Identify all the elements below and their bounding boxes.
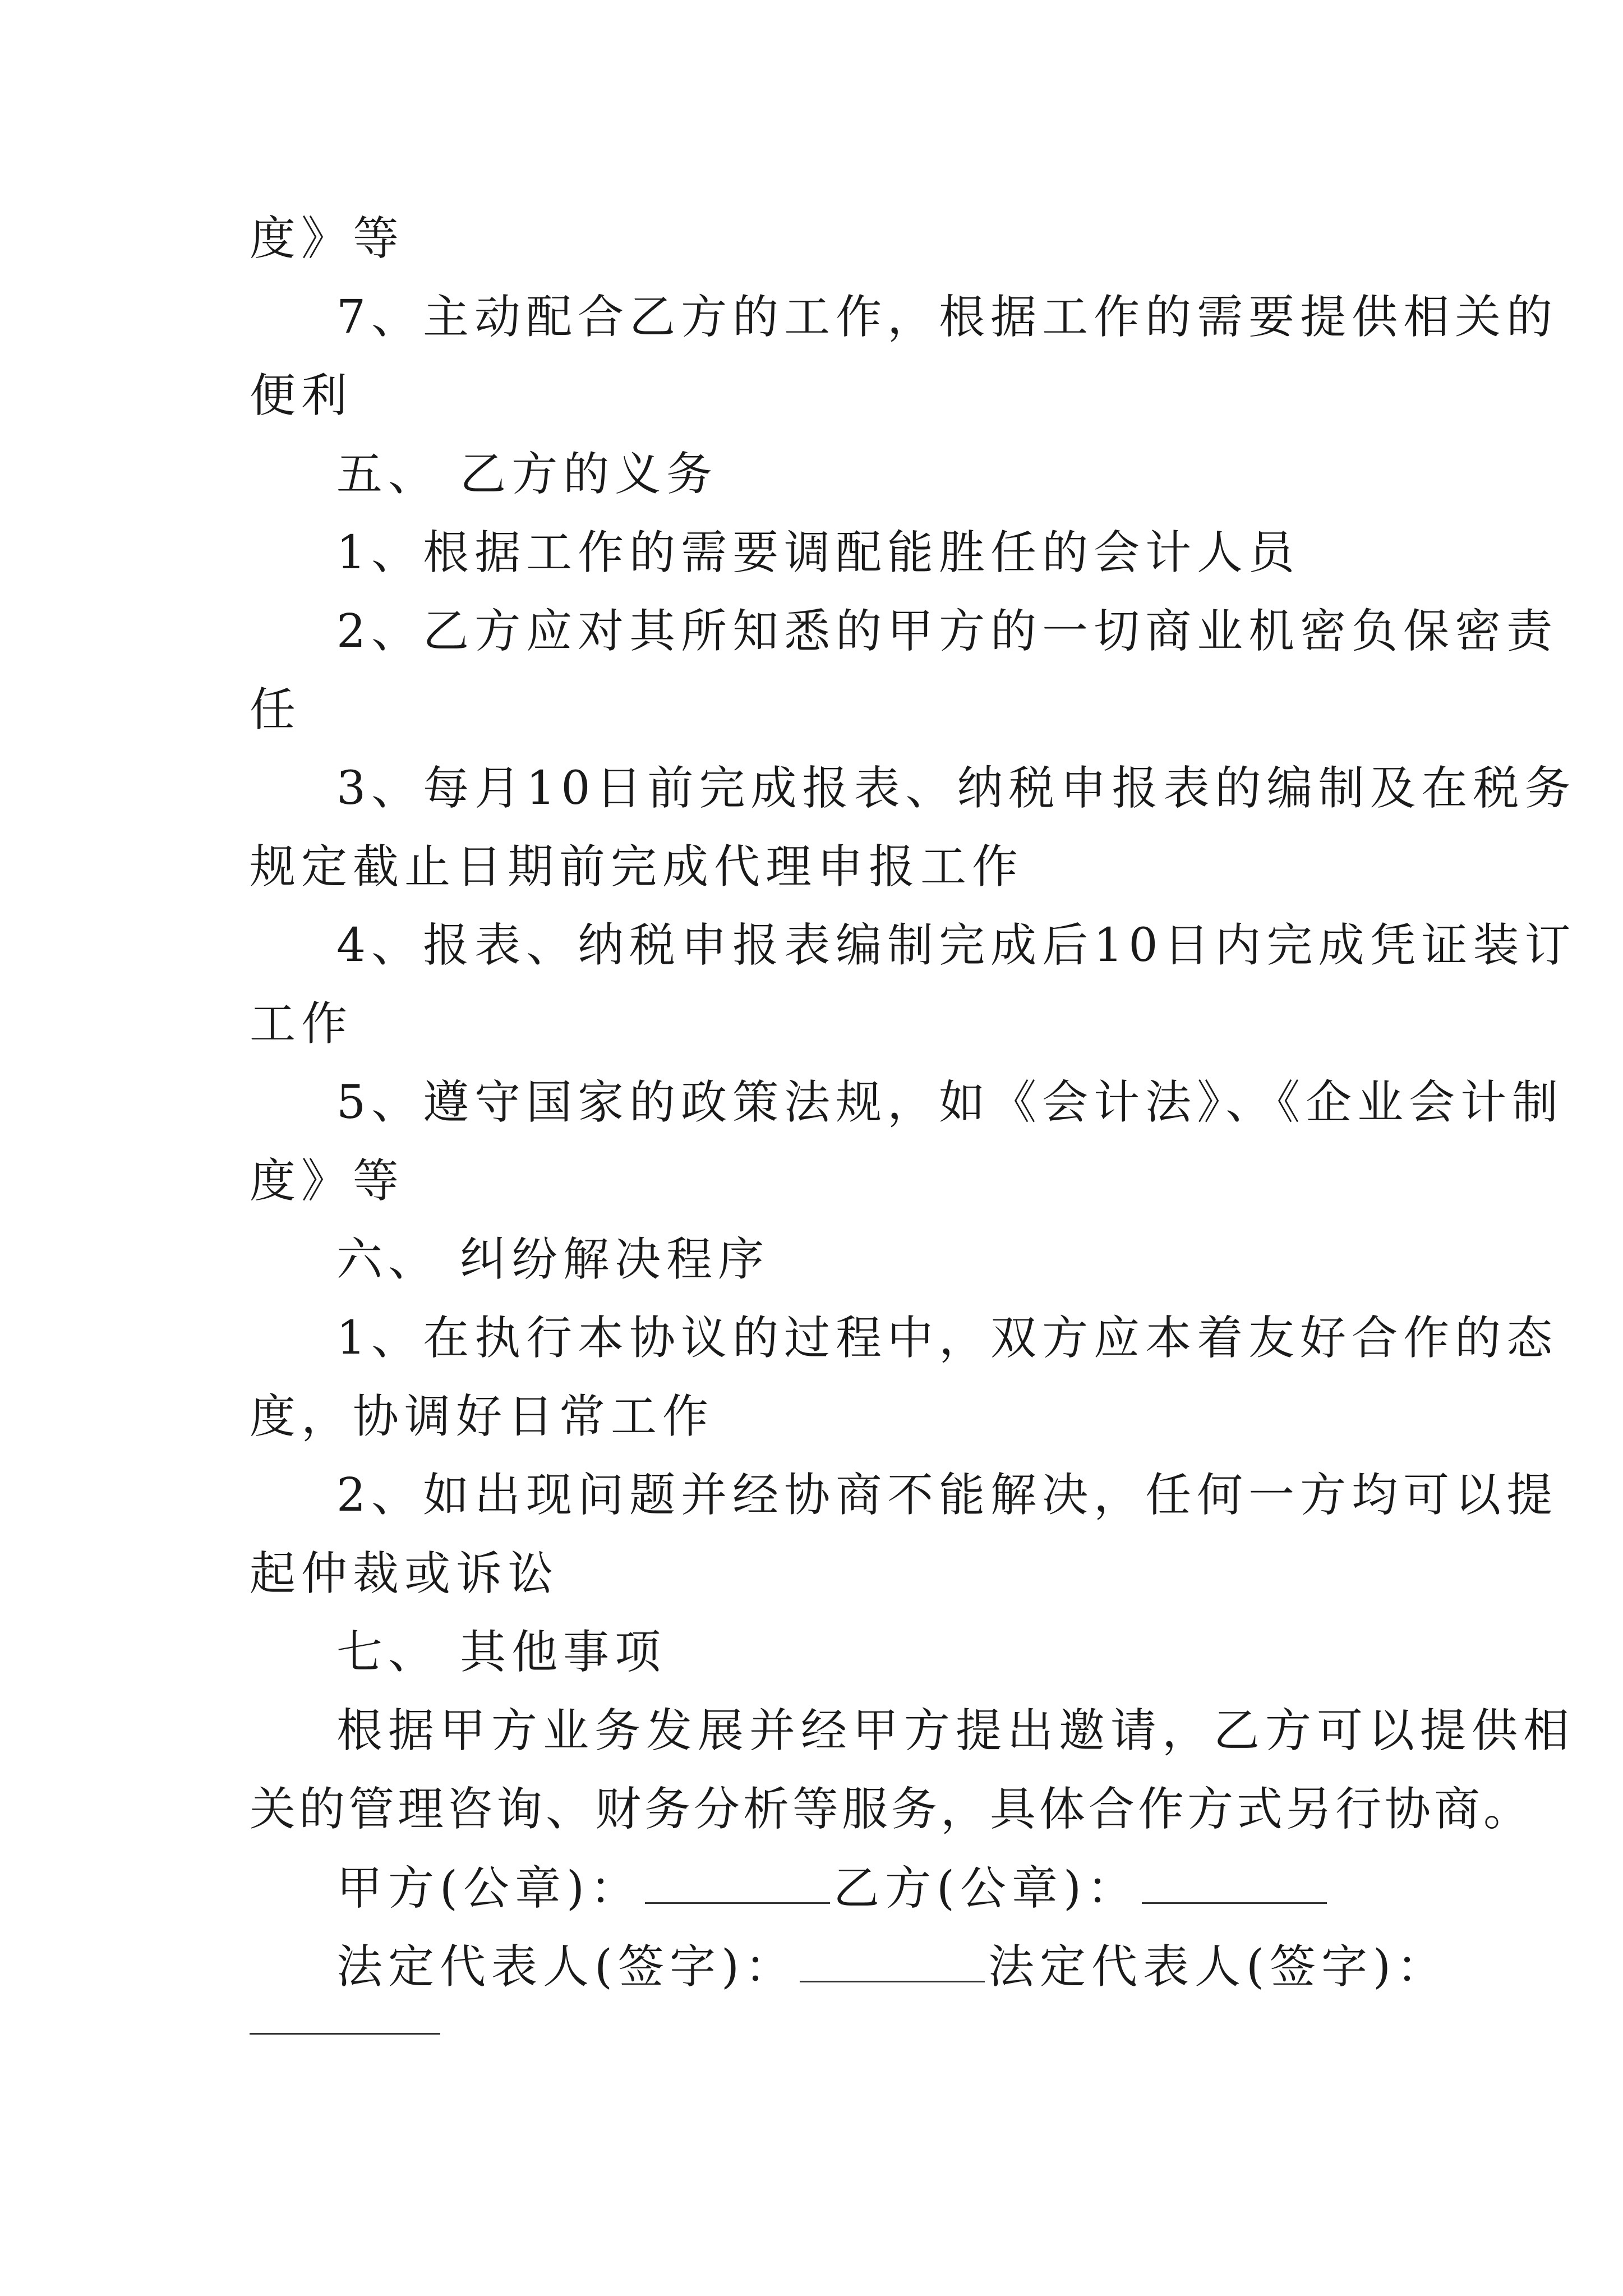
paragraph-line: 关的管理咨询、财务分析等服务，具体合作方式另行协商。 — [250, 1783, 1533, 1836]
section-heading: 六、 纠纷解决程序 — [336, 1233, 770, 1286]
party-b-rep-blank[interactable] — [250, 2033, 440, 2035]
paragraph-line: 度》等 — [250, 212, 405, 265]
section-heading: 七、 其他事项 — [336, 1626, 667, 1679]
representative-line — [336, 1936, 1448, 1998]
paragraph-line: 起仲裁或诉讼 — [250, 1547, 560, 1600]
paragraph-line: 1、根据工作的需要调配能胜任的会计人员 — [336, 526, 1301, 579]
paragraph-line: 工作 — [250, 997, 353, 1051]
paragraph-line: 7、主动配合乙方的工作，根据工作的需要提供相关的 — [336, 291, 1559, 344]
seal-line — [336, 1857, 1330, 1919]
paragraph-line: 度》等 — [250, 1154, 405, 1208]
paragraph-line: 2、乙方应对其所知悉的甲方的一切商业机密负保密责 — [336, 605, 1559, 658]
party-a-rep-blank[interactable] — [800, 1936, 985, 1982]
paragraph-line: 4、报表、纳税申报表编制完成后10日内完成凭证装订 — [336, 919, 1576, 972]
party-b-seal-blank[interactable] — [1142, 1857, 1327, 1904]
paragraph-line: 度，协调好日常工作 — [250, 1390, 714, 1443]
paragraph-line: 1、在执行本协议的过程中，双方应本着友好合作的态 — [336, 1312, 1559, 1365]
party-a-seal-label: 甲方(公章)： — [336, 1862, 642, 1915]
paragraph-line: 根据甲方业务发展并经甲方提出邀请，乙方可以提供相 — [336, 1704, 1575, 1757]
paragraph-line: 5、遵守国家的政策法规，如《会计法》、《企业会计制 — [336, 1076, 1564, 1129]
party-a-rep-label: 法定代表人(签字)： — [336, 1940, 796, 1994]
party-b-seal-label: 乙方(公章)： — [833, 1862, 1138, 1915]
paragraph-line: 3、每月10日前完成报表、纳税申报表的编制及在税务 — [336, 762, 1576, 815]
paragraph-line: 任 — [250, 683, 302, 737]
section-heading: 五、 乙方的义务 — [336, 448, 718, 501]
party-b-rep-label: 法定代表人(签字)： — [988, 1940, 1448, 1994]
paragraph-line: 规定截止日期前完成代理申报工作 — [250, 840, 1024, 894]
paragraph-line: 便利 — [250, 369, 353, 422]
party-a-seal-blank[interactable] — [645, 1857, 830, 1904]
paragraph-line: 2、如出现问题并经协商不能解决，任何一方均可以提 — [336, 1469, 1559, 1522]
